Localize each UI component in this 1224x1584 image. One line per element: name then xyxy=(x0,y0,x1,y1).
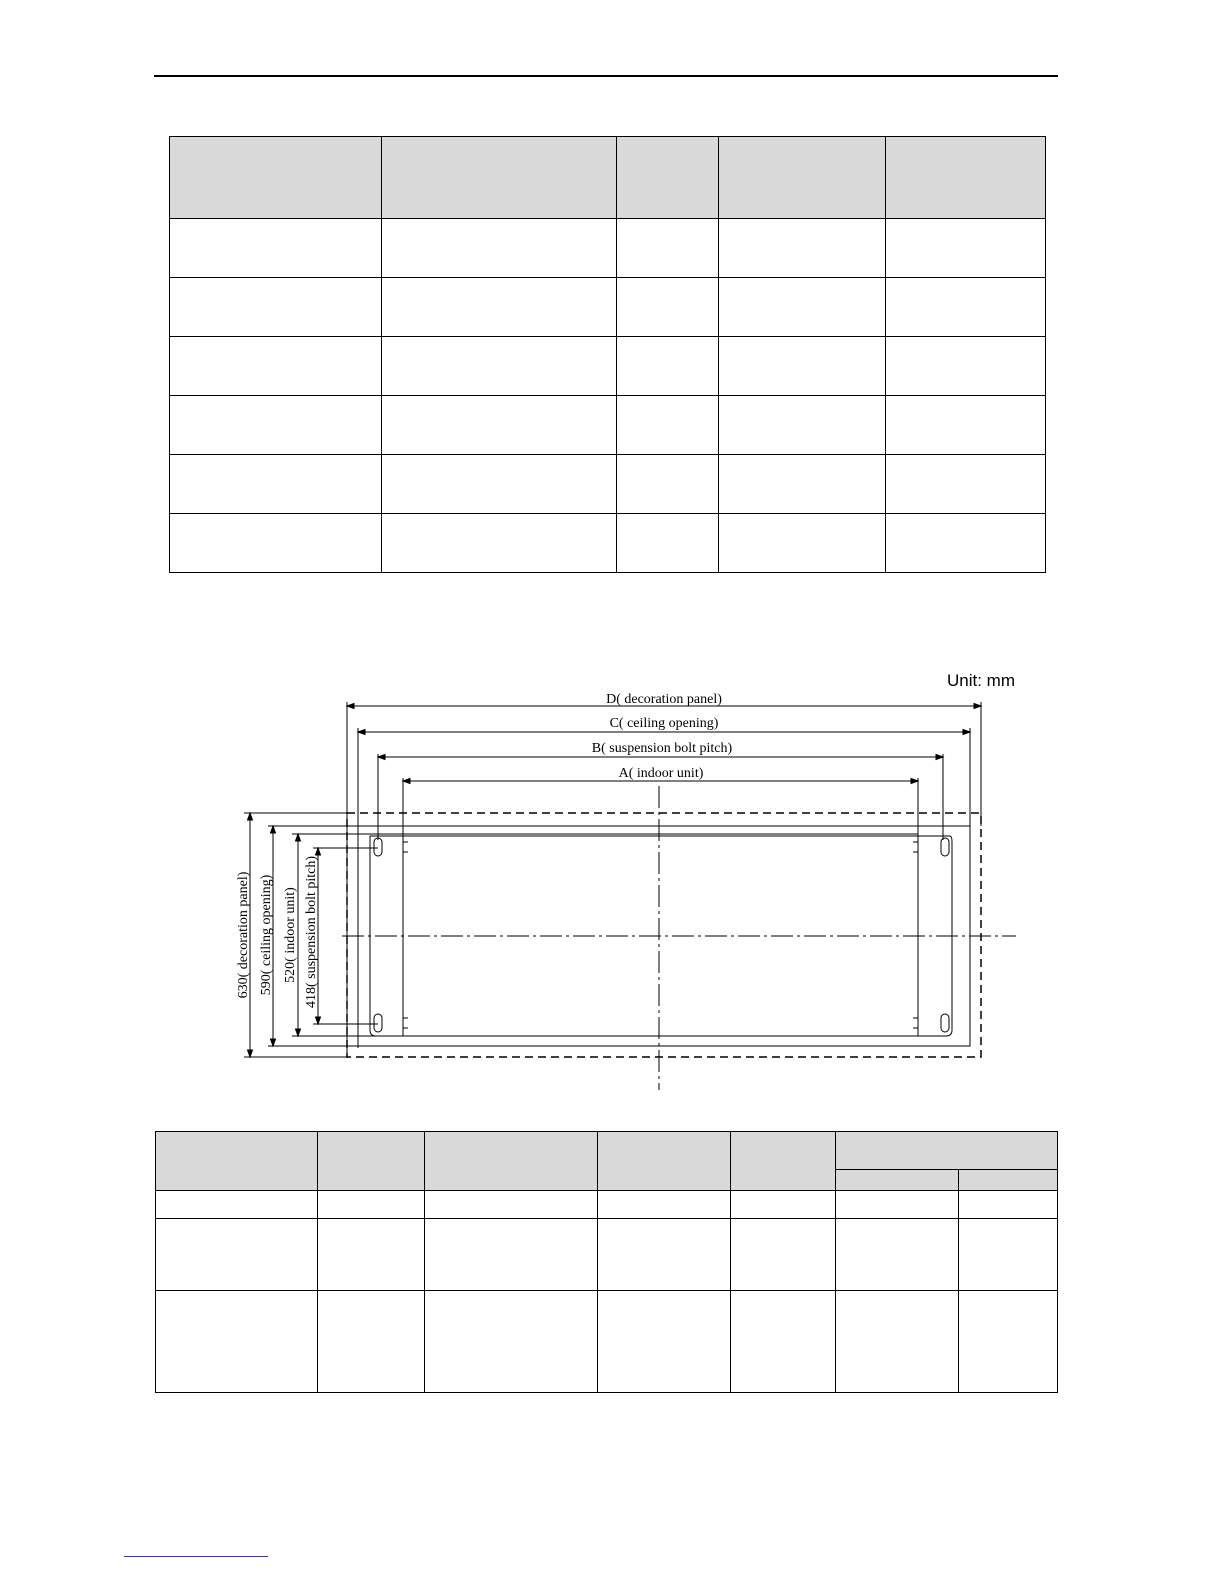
table-cell xyxy=(836,1219,959,1291)
dim-label-bolt-pitch-height: 418( suspension bolt pitch) xyxy=(304,855,319,1009)
table-cell xyxy=(731,1219,836,1291)
table-cell xyxy=(731,1291,836,1393)
table-cell xyxy=(731,1191,836,1219)
table-cell xyxy=(318,1219,425,1291)
unit-label: Unit: mm xyxy=(947,671,1015,690)
table-cell xyxy=(836,1170,959,1191)
table-cell xyxy=(318,1132,425,1191)
table-cell xyxy=(318,1291,425,1393)
table-row xyxy=(156,1219,1058,1291)
table-cell xyxy=(598,1291,731,1393)
table-cell xyxy=(598,1132,731,1191)
table-cell xyxy=(156,1219,318,1291)
dimension-table-bottom xyxy=(155,1131,1058,1393)
table-cell xyxy=(959,1170,1058,1191)
dim-label-ceiling-opening-height: 590( ceiling opening) xyxy=(259,874,274,996)
dim-label-bolt-pitch-width: B( suspension bolt pitch) xyxy=(591,741,733,756)
dim-label-indoor-unit-width: A( indoor unit) xyxy=(618,766,704,781)
table-cell xyxy=(156,1191,318,1219)
table-row xyxy=(156,1191,1058,1219)
table-row xyxy=(156,1291,1058,1393)
table-cell xyxy=(598,1191,731,1219)
dim-label-indoor-unit-height: 520( indoor unit) xyxy=(283,887,298,983)
table-cell xyxy=(836,1191,959,1219)
table-cell xyxy=(959,1219,1058,1291)
table-cell xyxy=(156,1291,318,1393)
dim-label-decoration-panel-height: 630( decoration panel) xyxy=(236,871,251,999)
table-cell xyxy=(836,1132,1058,1170)
table-cell xyxy=(959,1191,1058,1219)
dim-label-decoration-panel-width: D( decoration panel) xyxy=(606,692,722,707)
table-cell xyxy=(425,1191,598,1219)
table-header-row xyxy=(156,1132,1058,1170)
table-cell xyxy=(318,1191,425,1219)
table-cell xyxy=(598,1219,731,1291)
footer-link-underline[interactable] xyxy=(124,1556,268,1557)
table-cell xyxy=(425,1132,598,1191)
table-cell xyxy=(731,1132,836,1191)
table-cell xyxy=(836,1291,959,1393)
table-cell xyxy=(156,1132,318,1191)
dim-label-ceiling-opening-width: C( ceiling opening) xyxy=(609,716,719,731)
table-cell xyxy=(425,1219,598,1291)
table-cell xyxy=(425,1291,598,1393)
table-cell xyxy=(959,1291,1058,1393)
